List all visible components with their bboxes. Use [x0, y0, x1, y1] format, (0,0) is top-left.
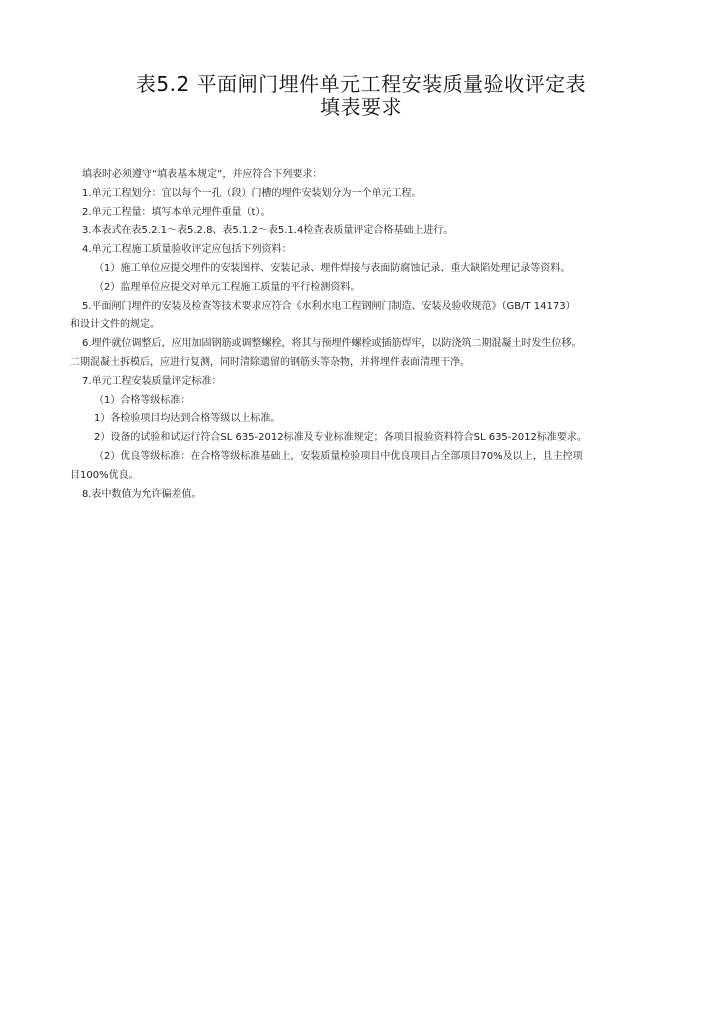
document-subtitle: 填表要求 — [320, 95, 402, 119]
requirement-7-2-line1: （2）优良等级标准：在合格等级标准基础上，安装质量检验项目中优良项目占全部项目70%及以上，且主控项 — [94, 450, 583, 462]
instructions-body — [70, 166, 650, 504]
requirement-4: 4.单元工程施工质量验收评定应包括下列资料： — [82, 244, 292, 256]
requirement-7-1: （1）合格等级标准： — [94, 394, 191, 406]
requirement-7-1-2: 2）设备的试验和试运行符合SL 635-2012标准及专业标准规定；各项目报验资料符合SL 635-2012标准要求。 — [94, 432, 587, 444]
requirement-7-1-1: 1）各检验项目均达到合格等级以上标准。 — [94, 413, 281, 425]
requirement-4-1: （1）施工单位应提交埋件的安装图样、安装记录、埋件焊接与表面防腐蚀记录、重大缺陷处理记录等资料。 — [94, 262, 571, 274]
requirement-5-line2: 和设计文件的规定。 — [70, 319, 160, 331]
requirement-6-line1: 6.埋件就位调整后，应用加固钢筋或调整螺栓，将其与预埋件螺栓或插筋焊牢，以防浇筑二期混凝土时发生位移。 — [82, 338, 582, 350]
document-title: 表5.2 平面闸门埋件单元工程安装质量验收评定表 — [135, 72, 587, 96]
requirement-3: 3.本表式在表5.2.1～表5.2.8、表5.1.2～表5.1.4检查表质量评定合格基础上进行。 — [82, 225, 454, 237]
intro-paragraph: 填表时必须遵守“填表基本规定”，并应符合下列要求： — [82, 169, 323, 180]
requirement-7: 7.单元工程安装质量评定标准： — [82, 375, 222, 387]
requirement-1: 1.单元工程划分：宜以每个一孔（段）门槽的埋件安装划分为一个单元工程。 — [82, 187, 422, 199]
requirement-8: 8.表中数值为允许偏差值。 — [82, 488, 202, 500]
requirement-7-2-line2: 目100%优良。 — [70, 469, 139, 481]
requirement-6-line2: 二期混凝土拆模后，应进行复测，同时清除遗留的钢筋头等杂物，并将埋件表面清理干净。 — [70, 356, 470, 368]
requirement-4-2: （2）监理单位应提交对单元工程施工质量的平行检测资料。 — [94, 281, 361, 293]
requirement-5-line1: 5.平面闸门埋件的安装及检查等技术要求应符合《水利水电工程钢闸门制造、安装及验收规范》（GB/T 14173） — [82, 300, 576, 312]
requirement-2: 2.单元工程量：填写本单元埋件重量（t）。 — [82, 206, 271, 218]
